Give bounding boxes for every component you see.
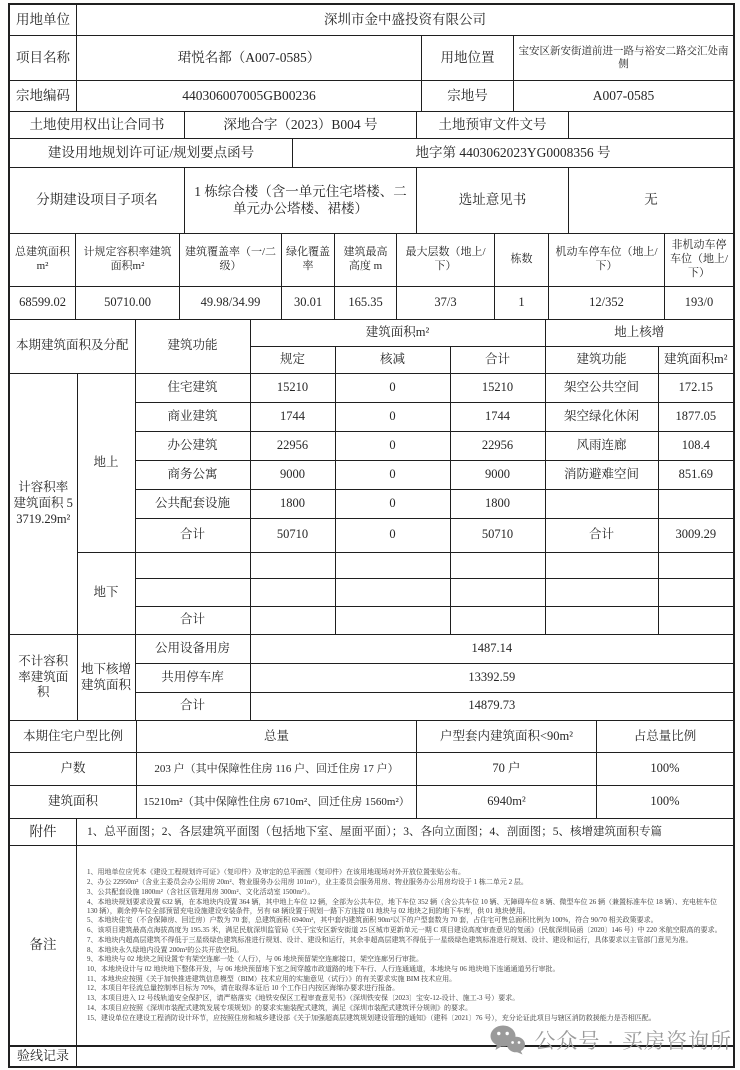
reduced-cell xyxy=(335,606,450,634)
reduced-cell xyxy=(335,552,450,578)
metric-parking: 12/352 xyxy=(549,287,665,319)
housing-ratio-label: 本期住宅户型比例 xyxy=(10,721,137,752)
remark-line: 15、建设单位在建设工程消防设计环节，应按照住房和城乡建设部《关于加强超高层建筑规划建设管理的通知》（建科〔2021〕76 号），充分论证此项目与辖区消防救援能力是否相匹配。 xyxy=(87,1013,656,1022)
metric-header-coverage: 建筑覆盖率（一/二级） xyxy=(180,234,282,286)
required-cell xyxy=(250,552,335,578)
remark-line: 13、本项目进入 12 号线轨道安全保护区，请严格落实《地铁安保区工程审查意见书》（深圳铁安保〔2023〕宝安-12-设计、施工-3 号）要求。 xyxy=(87,994,520,1003)
non-far-table xyxy=(10,635,733,720)
function-cell: 办公建筑 xyxy=(135,431,250,460)
facility-area: 14879.73 xyxy=(250,692,733,720)
remark-line: 7、本地块内超高层建筑不得低于三星级绿色建筑标准进行规划、设计、建设和运行，其余非超高层建筑不得低于一星级绿色建筑标准进行规划、设计、建设和运行，具体要求以主管部门意见为准。 xyxy=(87,935,693,944)
bonus-area-cell: 851.69 xyxy=(658,460,733,489)
required-cell xyxy=(250,578,335,606)
bonus-function-cell xyxy=(545,489,658,518)
total-header: 合计 xyxy=(450,346,545,373)
sub-project-value: 1 栋综合楼（含一单元住宅塔楼、二单元办公塔楼、裙楼） xyxy=(185,168,417,233)
permit-number-label: 建设用地规划许可证/规划要点函号 xyxy=(10,139,293,167)
housing-header-row xyxy=(10,721,733,753)
total-cell xyxy=(450,606,545,634)
facility-area: 1487.14 xyxy=(250,635,733,663)
metrics-value-row xyxy=(10,287,733,320)
total-cell: 15210 xyxy=(450,373,545,402)
required-cell xyxy=(250,606,335,634)
reduced-cell: 0 xyxy=(335,489,450,518)
remark-line: 3、公共配套设施 1800m²（含社区管理用房 300m²、文化活动室 1500m²）。 xyxy=(87,887,315,896)
project-name-label: 项目名称 xyxy=(10,36,77,80)
remark-line: 4、本地块规划要求设置 632 辆，在本地块内设置 364 辆，其中地上车位 12 辆，全部为公共车位，地下车位 352 辆（含公共车位 10 辆、无障碍车位 8 辆、微型车位 26 辆（兼置标准车位 18 辆）、充电桩车位 130 辆），剩余停车位全部预留充电设施建设安装条件，另有 68 辆设置于规划一路下方连接 01 地块与 02 地块之间的地下车库，供 01 地块使用。 xyxy=(87,897,717,915)
attachments-value: 1、总平面图；2、各层建筑平面图（包括地下室、屋面平面）；3、各向立面图；4、剖面图；5、核增建筑面积专篇 xyxy=(87,825,662,838)
bonus-function-cell: 合计 xyxy=(545,518,658,552)
metric-bike-parking: 193/0 xyxy=(684,295,714,310)
unit-count-ratio: 100% xyxy=(650,761,680,776)
building-area-group-header: 建筑面积m² xyxy=(250,320,545,346)
non-far-section xyxy=(10,635,733,721)
metric-header-floors: 最大层数（地上/下） xyxy=(397,234,495,286)
land-contract-value: 深地合字（2023）B004 号 xyxy=(185,112,417,138)
facility-name: 合计 xyxy=(135,692,250,720)
required-cell: 1744 xyxy=(250,402,335,431)
remark-line: 11、本地块应按照《关于加快推进建筑信息模型（BIM）技术应用的实施意见（试行）》的有关要求实施 BIM 技术应用。 xyxy=(87,974,457,983)
bonus-function-cell xyxy=(545,552,658,578)
metrics-header-row xyxy=(10,234,733,287)
metric-header-total-area: 总建筑面积 m² xyxy=(10,234,76,286)
building-function-header: 建筑功能 xyxy=(135,320,250,373)
total-cell: 50710 xyxy=(450,518,545,552)
bonus-function-cell xyxy=(545,606,658,634)
housing-area-total: 15210m²（其中保障性住房 6710m²、回迁住房 1560m²） xyxy=(137,786,417,818)
metric-header-bike-parking: 非机动车停车位（地上/下） xyxy=(669,239,729,279)
table-row xyxy=(10,635,733,663)
housing-area-ratio: 100% xyxy=(650,794,680,809)
contract-row xyxy=(10,112,733,139)
reduced-cell: 0 xyxy=(335,460,450,489)
remark-line: 9、本地块与 02 地块之间设置专有架空连廊一处（人行），与 06 地块预留架空连廊接口，架空连廊另行审批。 xyxy=(87,955,423,964)
housing-area-under90: 6940m² xyxy=(417,786,597,818)
watermark xyxy=(490,1024,732,1056)
allocation-table xyxy=(10,320,733,634)
reduced-cell: 0 xyxy=(335,431,450,460)
watermark-text: 公众号 · 买房咨询所 xyxy=(534,1030,732,1053)
parcel-no-value: A007-0585 xyxy=(592,87,655,103)
total-cell xyxy=(450,578,545,606)
table-row xyxy=(10,552,733,578)
bonus-area-cell xyxy=(658,578,733,606)
project-row xyxy=(10,36,733,81)
required-cell: 9000 xyxy=(250,460,335,489)
allocation-section xyxy=(10,320,733,635)
parcel-code-label: 宗地编码 xyxy=(10,81,77,111)
function-cell: 公共配套设施 xyxy=(135,489,250,518)
planning-permit-form xyxy=(8,3,735,1068)
required-cell: 50710 xyxy=(250,518,335,552)
bonus-area-cell: 172.15 xyxy=(658,373,733,402)
remark-line: 14、本项目应按照《深圳市装配式建筑发展专项规划》的要求实施装配式建筑，满足《深圳市装配式建筑评分规则》的要求。 xyxy=(87,1003,472,1012)
land-location-value: 宝安区新安街道前进一路与裕安二路交汇处南侧 xyxy=(518,45,729,70)
reduced-cell: 0 xyxy=(335,402,450,431)
metric-green: 30.01 xyxy=(282,287,335,319)
function-cell xyxy=(135,552,250,578)
function-cell: 商务公寓 xyxy=(135,460,250,489)
bonus-function-cell: 架空公共空间 xyxy=(545,373,658,402)
bonus-function-header: 建筑功能 xyxy=(545,346,658,373)
remark-line: 8、本地块永久绿地内设置 200m²的公共开放空间。 xyxy=(87,945,244,954)
sub-project-label: 分期建设项目子项名 xyxy=(10,168,185,233)
below-bonus-label: 地下核增建筑面积 xyxy=(77,635,135,720)
facility-name: 共用停车库 xyxy=(135,663,250,692)
allocation-section-label: 本期建筑面积及分配 xyxy=(10,320,135,373)
metric-height: 165.35 xyxy=(335,287,397,319)
reduced-cell: 0 xyxy=(335,518,450,552)
function-cell: 合计 xyxy=(135,518,250,552)
remarks-row xyxy=(10,846,733,1046)
bonus-area-header: 建筑面积m² xyxy=(658,346,733,373)
function-cell xyxy=(135,578,250,606)
required-header: 规定 xyxy=(250,346,335,373)
metric-coverage: 49.98/34.99 xyxy=(180,287,282,319)
unit-count-total: 203 户（其中保障性住房 116 户、回迁住房 17 户） xyxy=(137,753,417,785)
unit-count-under90: 70 户 xyxy=(417,753,597,785)
reduced-cell: 0 xyxy=(335,373,450,402)
housing-total-header: 总量 xyxy=(137,721,417,752)
facility-area: 13392.59 xyxy=(250,663,733,692)
permit-number-row xyxy=(10,139,733,168)
function-cell: 商业建筑 xyxy=(135,402,250,431)
wechat-icon xyxy=(490,1024,526,1056)
unit-count-label: 户数 xyxy=(10,753,137,785)
remark-line: 5、本地块住宅（不含保障房、回迁房）户数为 70 套，总建筑面积 6940m²，其中套内建筑面积 90m²以下的户型套数为 70 套，占住宅可售总面积比例为 100%，符合 90/70 相关政策要求。 xyxy=(87,916,658,925)
bonus-area-cell xyxy=(658,552,733,578)
housing-area-label: 建筑面积 xyxy=(10,786,137,818)
attachments-label: 附件 xyxy=(10,819,77,845)
required-cell: 22956 xyxy=(250,431,335,460)
sub-project-row xyxy=(10,168,733,234)
remarks-label: 备注 xyxy=(10,846,77,1045)
metric-header-far-area: 计规定容积率建筑面积m² xyxy=(76,234,180,286)
reduced-cell xyxy=(335,578,450,606)
attachments-row xyxy=(10,819,733,846)
land-location-label: 用地位置 xyxy=(422,36,514,80)
remark-line: 10、本地块设计与 02 地块地下整体开发，与 06 地块预留地下室之间穿越市政道路的地下车行、人行连通通道，本地块与 06 地块地下连通通道另行审批。 xyxy=(87,964,560,973)
total-cell: 22956 xyxy=(450,431,545,460)
total-cell: 1800 xyxy=(450,489,545,518)
bonus-function-cell xyxy=(545,578,658,606)
total-cell xyxy=(450,552,545,578)
housing-area-row xyxy=(10,786,733,819)
metric-floors: 37/3 xyxy=(397,287,495,319)
metric-header-green: 绿化覆盖率 xyxy=(282,234,335,286)
bonus-function-cell: 风雨连廊 xyxy=(545,431,658,460)
remark-line: 1、用地单位应凭本《建设工程规划许可证》（复印件）及审定的总平面图（复印件）在该用地现场对外开放位置张贴公布。 xyxy=(87,868,465,877)
metric-header-buildings: 栋数 xyxy=(495,234,549,286)
bonus-area-cell: 108.4 xyxy=(658,431,733,460)
far-area-label: 计容积率建筑面积 53719.29m² xyxy=(10,373,77,634)
total-cell: 1744 xyxy=(450,402,545,431)
reduced-header: 核减 xyxy=(335,346,450,373)
pre-review-label: 土地预审文件文号 xyxy=(417,112,569,138)
parcel-code-value: 440306007005GB00236 xyxy=(77,81,422,111)
bonus-area-cell xyxy=(658,489,733,518)
total-cell: 9000 xyxy=(450,460,545,489)
above-ground-label: 地上 xyxy=(77,373,135,552)
function-cell: 合计 xyxy=(135,606,250,634)
bonus-area-cell: 3009.29 xyxy=(658,518,733,552)
allocation-header-row-1 xyxy=(10,320,733,346)
housing-ratio-header: 占总量比例 xyxy=(633,728,697,743)
non-far-label: 不计容积率建筑面积 xyxy=(10,635,77,720)
remark-line: 2、办公 22950m²（含业主委员会办公用房 20m²、物业服务办公用房 101m²），业主委员会服务用房、物业服务办公用房均设于 1 栋二单元 2 层。 xyxy=(87,878,528,887)
land-user-label: 用地单位 xyxy=(10,5,77,35)
land-user-value: 深圳市金中盛投资有限公司 xyxy=(324,11,486,27)
function-cell: 住宅建筑 xyxy=(135,373,250,402)
site-selection-label: 选址意见书 xyxy=(417,168,569,233)
housing-units-row xyxy=(10,753,733,786)
bonus-area-cell xyxy=(658,606,733,634)
facility-name: 公用设备用房 xyxy=(135,635,250,663)
above-ground-bonus-header: 地上核增 xyxy=(545,320,733,346)
pre-review-value xyxy=(569,112,733,138)
housing-under90-header: 户型套内建筑面积<90m² xyxy=(417,721,597,752)
remark-line: 12、本项目年径流总量控制率目标为 70%，请在取得本证后 10 个工作日内按区海绵办要求进行报备。 xyxy=(87,984,400,993)
project-name-value: 珺悦名都（A007-0585） xyxy=(77,36,422,80)
remark-line: 6、该项目建筑最高点海拔高度为 195.35 米，满足民航深圳监管局《关于宝安区新安街道 25 区城市更新单元一期 C 项目建设高度审查意见的复函》（民航深圳局函〔2020〕146 号）中 220 米航空限高的要求。 xyxy=(87,926,722,935)
required-cell: 15210 xyxy=(250,373,335,402)
permit-number-value: 地字第 4403062023YG0008356 号 xyxy=(415,144,611,160)
metric-far-area: 50710.00 xyxy=(76,287,180,319)
metric-total-area: 68599.02 xyxy=(10,287,76,319)
parcel-row xyxy=(10,81,733,112)
survey-record-label: 验线记录 xyxy=(10,1047,77,1066)
metric-header-parking: 机动车停车位（地上/下） xyxy=(549,234,665,286)
metric-buildings: 1 xyxy=(495,287,549,319)
land-contract-label: 土地使用权出让合同书 xyxy=(10,112,185,138)
remarks-body xyxy=(77,846,733,1045)
required-cell: 1800 xyxy=(250,489,335,518)
below-ground-label: 地下 xyxy=(77,552,135,634)
bonus-function-cell: 消防避难空间 xyxy=(545,460,658,489)
land-user-row xyxy=(10,5,733,36)
bonus-area-cell: 1877.05 xyxy=(658,402,733,431)
site-selection-value: 无 xyxy=(644,192,658,208)
bonus-function-cell: 架空绿化休闲 xyxy=(545,402,658,431)
parcel-no-label: 宗地号 xyxy=(422,81,514,111)
metric-header-height: 建筑最高高度 m xyxy=(335,234,397,286)
table-row xyxy=(10,373,733,402)
